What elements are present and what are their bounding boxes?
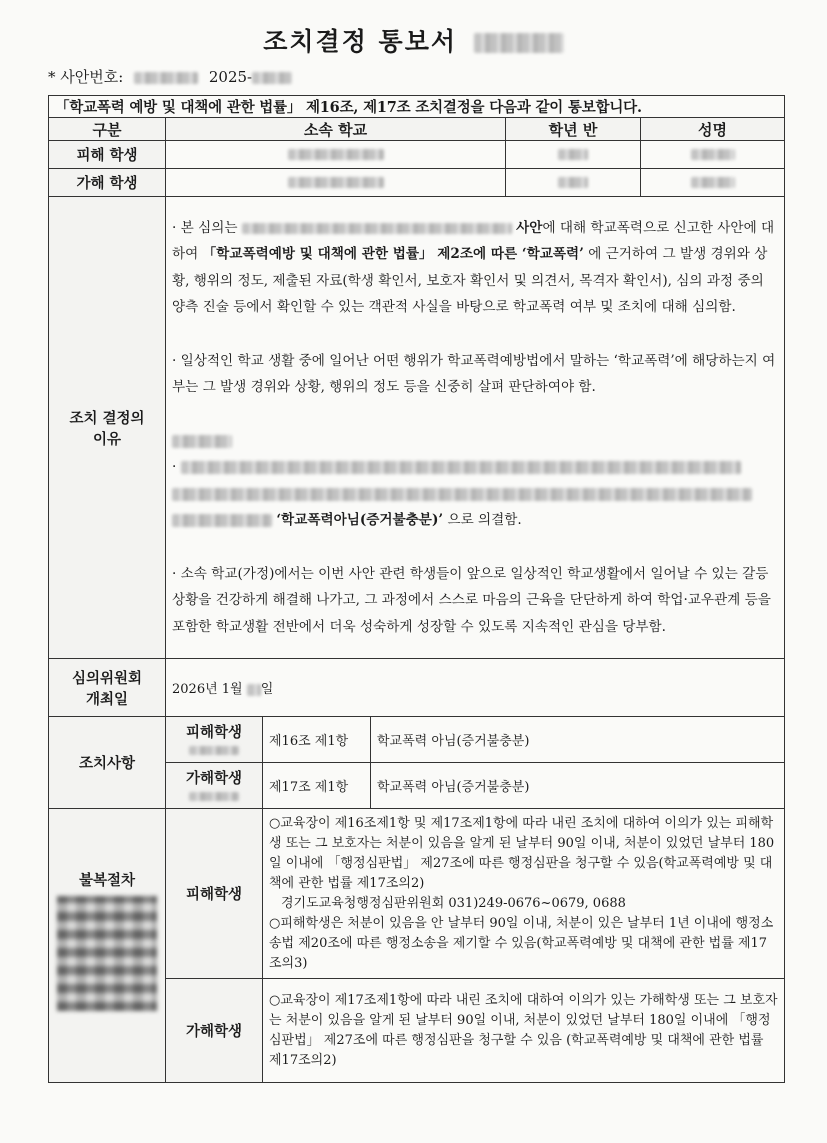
redacted-text [172, 488, 752, 501]
redacted-text [288, 149, 384, 160]
redacted-text [691, 177, 735, 188]
reason-content [166, 197, 785, 659]
column-name: 성명 [641, 118, 785, 141]
measures-offender-result: 학교폭력 아님(증거불충분) [371, 763, 785, 809]
column-grade: 학년 반 [506, 118, 641, 141]
qr-code [57, 896, 157, 1011]
redacted-text [288, 177, 384, 188]
redacted-text [181, 461, 741, 474]
reason-paragraph-3: · ‘학교폭력아님(증거불충분)’ 으로 의결함. [172, 428, 778, 534]
measures-victim-article: 제16조 제1항 [263, 717, 371, 763]
appeal-victim-label: 피해학생 [166, 809, 263, 979]
appeal-offender-label: 가해학생 [166, 979, 263, 1083]
measures-offender-article: 제17조 제1항 [263, 763, 371, 809]
appeal-label: 불복절차 [49, 809, 166, 1083]
redacted-text [172, 435, 232, 448]
redacted-text [474, 33, 564, 53]
appeal-offender-text: ○교육장이 제17조제1항에 따라 내린 조치에 대하여 이의가 있는 가해학생 또는 그 보호자는 처분이 있음을 알게 된 날부터 90일 이내, 처분이 있었던 날부터 180일 이내에 「행정심판법」 제27조에 따른 행정심판을 청구할 수 있음 (학교폭력예방 및 대책에 관한 법률 제17조의2) [263, 979, 785, 1083]
measures-label: 조치사항 [49, 717, 166, 809]
redacted-text [252, 72, 292, 84]
redacted-text [189, 746, 239, 755]
meeting-label: 심의위원회 개최일 [49, 659, 166, 717]
appeal-victim-text: ○교육장이 제16조제1항 및 제17조제1항에 따라 내린 조치에 대하여 이의가 있는 피해학생 또는 그 보호자는 처분이 있음을 알게 된 날부터 90일 이내, 처분이 있었던 날부터 180일 이내에 「행정심판법」 제27조에 따른 행정심판을 청구할 수 있음(학교폭력예방 및 대책에 관한 법률 제17조의2) 경기도교육청행정심판위원회 031)249-0676~0679, 0688 ○피해학생은 처분이 있음을 안 날부터 90일 이내, 처분이 있은 날부터 1년 이내에 행정소송법 제20조에 따른 행정소송을 제기할 수 있음(학교폭력예방 및 대책에 관한 법률 제17조의3) [263, 809, 785, 979]
measures-victim-result: 학교폭력 아님(증거불충분) [371, 717, 785, 763]
redacted-text [558, 177, 588, 188]
reason-paragraph-1: · 본 심의는 사안에 대해 학교폭력으로 신고한 사안에 대하여 「학교폭력예방 및 대책에 관한 법률」 제2조에 따른 ‘학교폭력’ 에 근거하여 그 발생 경위와 상황, 행위의 정도, 제출된 자료(학생 확인서, 보호자 확인서 및 의견서, 목격자 확인서), 심의 과정 중의 양측 진술 등에서 확인할 수 있는 객관적 사실을 바탕으로 학교폭력 여부 및 조치에 대해 심의함. [172, 219, 775, 316]
reason-paragraph-4: · 소속 학교(가정)에서는 이번 사안 관련 학생들이 앞으로 일상적인 학교생활에서 일어날 수 있는 갈등 상황을 건강하게 해결해 나가고, 그 과정에서 스스로 마음의 근육을 단단하게 하여 학업·교우관계 등을 포함한 학교생활 전반에서 더욱 성숙하게 성장할 수 있도록 지속적인 관심을 당부함. [172, 565, 771, 635]
page-title: 조치결정 통보서 [0, 22, 827, 58]
case-number-label: * 사안번호: [48, 68, 124, 86]
case-number [48, 66, 292, 87]
meeting-date: 2026년 1월 일 [166, 659, 785, 717]
column-school: 소속 학교 [166, 118, 506, 141]
measures-offender-label: 가해학생 [166, 763, 263, 809]
measures-victim-label: 피해학생 [166, 717, 263, 763]
redacted-text [242, 223, 512, 234]
redacted-text [189, 792, 239, 801]
row-victim-label: 피해 학생 [49, 141, 166, 169]
redacted-text [172, 514, 272, 527]
notice-line: 「학교폭력 예방 및 대책에 관한 법률」 제16조, 제17조 조치결정을 다음과 같이 통보합니다. [49, 96, 785, 118]
row-offender-label: 가해 학생 [49, 169, 166, 197]
column-category: 구분 [49, 118, 166, 141]
redacted-text [247, 684, 261, 696]
reason-paragraph-2: · 일상적인 학교 생활 중에 일어난 어떤 행위가 학교폭력예방법에서 말하는 ‘학교폭력’에 해당하는지 여부는 그 발생 경위와 상황, 행위의 정도 등을 신중히 살펴 판단하여야 함. [172, 352, 776, 396]
case-year: 2025- [208, 68, 253, 86]
redacted-text [691, 149, 735, 160]
decision-table [48, 95, 785, 1083]
reason-label: 조치 결정의 이유 [49, 197, 166, 659]
redacted-text [134, 72, 198, 84]
redacted-text [558, 149, 588, 160]
